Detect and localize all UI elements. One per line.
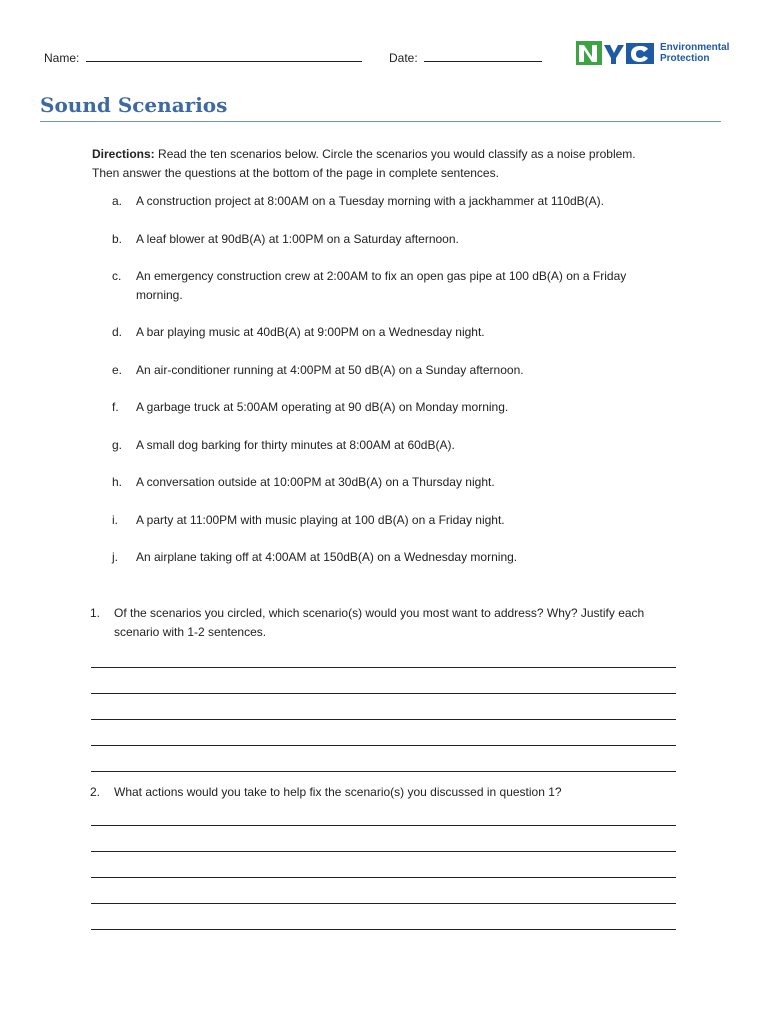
date-blank[interactable] (424, 50, 542, 62)
logo-line2: Protection (660, 53, 710, 64)
scenario-letter: d. (112, 325, 123, 339)
nyc-logo-icon (574, 35, 656, 67)
directions-label: Directions: (92, 147, 155, 161)
question-number: 1. (90, 606, 101, 620)
answer-line[interactable] (91, 877, 676, 878)
scenario-letter: j. (112, 550, 118, 564)
answer-line[interactable] (91, 851, 676, 852)
logo-text (660, 42, 729, 64)
answer-line[interactable] (91, 825, 676, 826)
answer-line[interactable] (91, 693, 676, 694)
logo-line1: Environmental (660, 42, 730, 53)
scenario-letter: a. (112, 194, 123, 208)
answer-line[interactable] (91, 719, 676, 720)
directions-line1: Read the ten scenarios below. Circle the scenarios you would classify as a noise problem. (158, 147, 636, 161)
title-divider (40, 121, 721, 122)
scenario-letter: e. (112, 363, 123, 377)
answer-line[interactable] (91, 903, 676, 904)
page-title: Sound Scenarios (40, 93, 228, 117)
date-label: Date: (389, 51, 418, 65)
scenario-letter: c. (112, 269, 122, 283)
scenario-text: A construction project at 8:00AM on a Tuesday morning with a jackhammer at 110dB(A). (136, 194, 605, 208)
scenario-letter: f. (112, 400, 119, 414)
answer-line[interactable] (91, 929, 676, 930)
scenario-text: A bar playing music at 40dB(A) at 9:00PM on a Wednesday night. (136, 325, 485, 339)
scenario-text: A conversation outside at 10:00PM at 30dB(A) on a Thursday night. (136, 475, 495, 489)
directions-line2: Then answer the questions at the bottom of the page in complete sentences. (92, 166, 499, 180)
question-text: What actions would you take to help fix the scenario(s) you discussed in question 1? (114, 785, 562, 799)
answer-line[interactable] (91, 771, 676, 772)
date-field (389, 50, 542, 65)
scenario-text: A small dog barking for thirty minutes at 8:00AM at 60dB(A). (136, 438, 455, 452)
name-label: Name: (44, 51, 80, 65)
answer-line[interactable] (91, 745, 676, 746)
scenario-text: A party at 11:00PM with music playing at 100 dB(A) on a Friday night. (136, 513, 505, 527)
name-field (44, 50, 362, 65)
answer-line[interactable] (91, 667, 676, 668)
scenario-letter: g. (112, 438, 123, 452)
scenario-text: A garbage truck at 5:00AM operating at 90 dB(A) on Monday morning. (136, 400, 509, 414)
scenario-letter: h. (112, 475, 123, 489)
nyc-dep-logo (574, 35, 734, 67)
scenario-text: A leaf blower at 90dB(A) at 1:00PM on a Saturday afternoon. (136, 232, 459, 246)
scenario-text: An airplane taking off at 4:00AM at 150dB(A) on a Wednesday morning. (136, 550, 518, 564)
question-number: 2. (90, 785, 101, 799)
scenario-letter: b. (112, 232, 123, 246)
directions (92, 145, 692, 183)
name-blank[interactable] (86, 50, 362, 62)
scenario-text: An air-conditioner running at 4:00PM at 50 dB(A) on a Sunday afternoon. (136, 363, 524, 377)
question-text: Of the scenarios you circled, which scenario(s) would you most want to address? Why? Justify each scenario with 1-2 sentences. (114, 606, 645, 639)
scenario-text: An emergency construction crew at 2:00AM to fix an open gas pipe at 100 dB(A) on a Friday morning. (136, 269, 627, 302)
scenario-letter: i. (112, 513, 118, 527)
